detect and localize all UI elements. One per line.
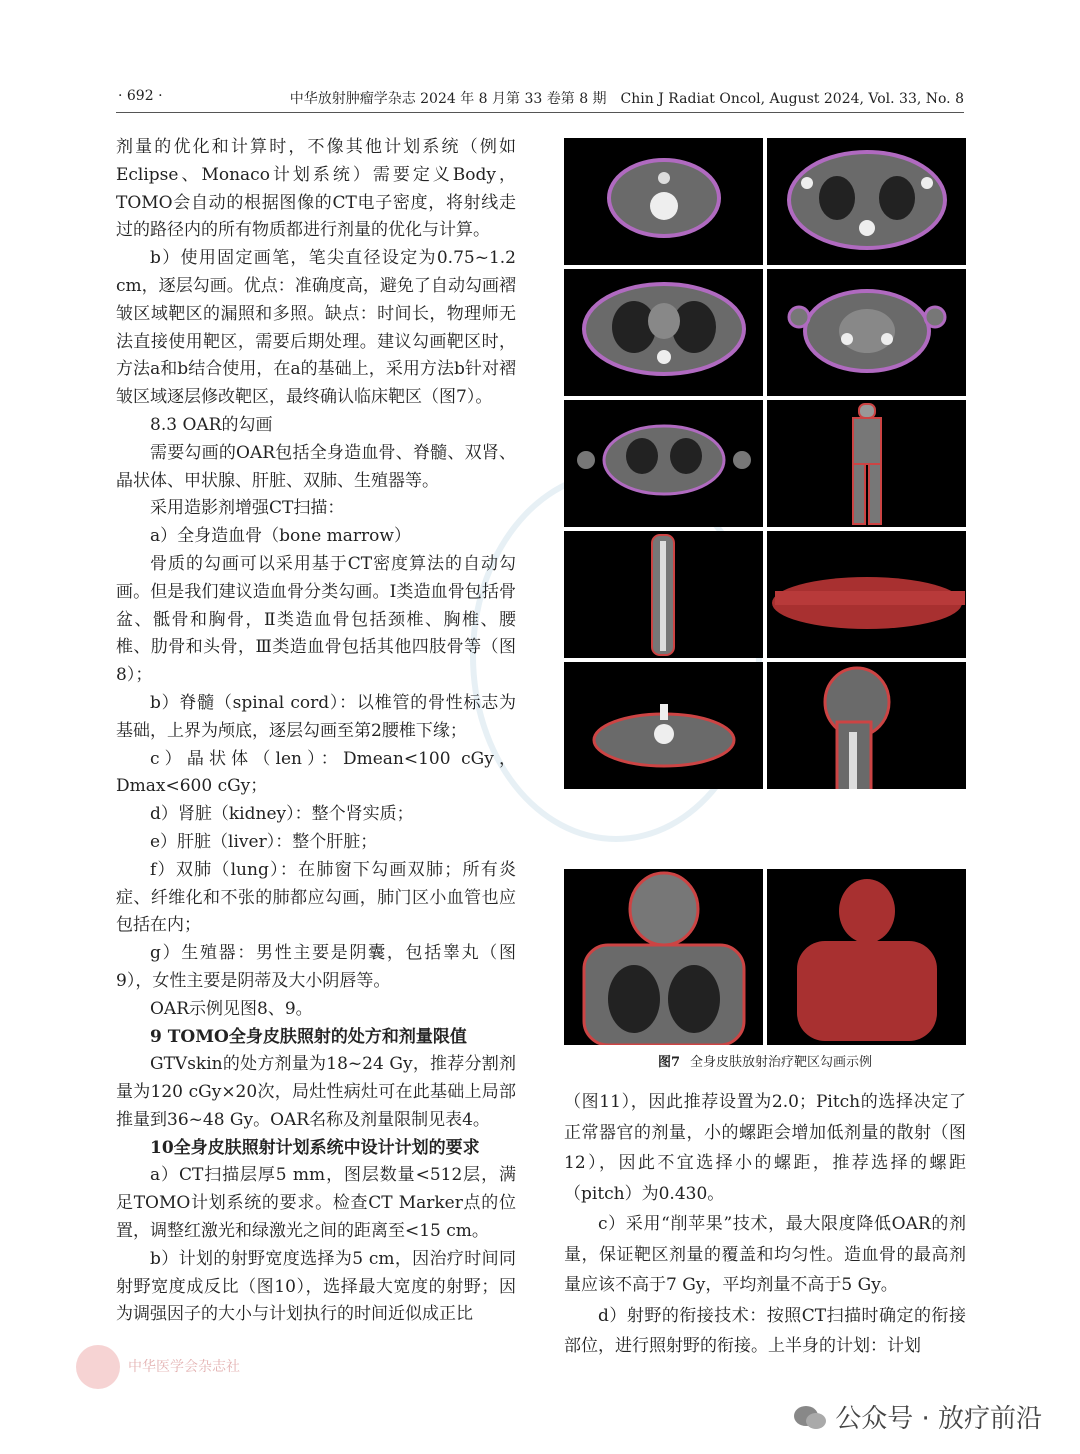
- ct-axial-abdomen-image: [767, 269, 966, 396]
- left-column: [116, 134, 516, 1329]
- wechat-icon: [793, 1405, 827, 1431]
- figure-label: 图7: [657, 1055, 681, 1070]
- section-heading: 10全身皮肤照射计划系统中设计计划的要求: [150, 1137, 480, 1158]
- figure-caption-text: 全身皮肤放射治疗靶区勾画示例: [690, 1055, 873, 1070]
- publisher-logo-icon: [76, 1345, 120, 1389]
- paragraph: c）晶状体（len）：Dmean<100 cGy，Dmax<600 cGy；: [116, 748, 516, 797]
- ct-axial-body-image: [564, 400, 763, 527]
- sagittal-head-image: [767, 662, 966, 789]
- paragraph: 需要勾画的OAR包括全身造血骨、脊髓、双肾、晶状体、甲状腺、肝脏、双肺、生殖器等。: [116, 442, 516, 491]
- coronal-upper-body-image: [564, 869, 763, 1045]
- figure-7: [564, 138, 966, 1045]
- paragraph: 剂量的优化和计算时，不像其他计划系统（例如Eclipse、Monaco计划系统）需要定义Body，TOMO会自动的根据图像的CT电子密度，将射线走过的路径内的所有物质都进行剂量的优化与计算。: [116, 137, 516, 241]
- wechat-account-name: 公众号 · 放疗前沿: [835, 1404, 1042, 1434]
- publisher-name: 中华医学会杂志社: [128, 1359, 240, 1375]
- wechat-account: [793, 1398, 1042, 1435]
- paragraph: e）肝脏（liver）：整个肝脏；: [150, 831, 378, 852]
- page-number: · 692 ·: [118, 88, 163, 104]
- 3d-body-render-image: [767, 531, 966, 658]
- section-heading: 8.3 OAR的勾画: [150, 414, 273, 435]
- paragraph: OAR示例见图8、9。: [150, 998, 313, 1019]
- ct-axial-chest-image: [564, 269, 763, 396]
- figure-caption: [564, 1051, 966, 1070]
- page-header: [0, 84, 1080, 110]
- paragraph: （图11），因此推荐设置为2.0；Pitch的选择决定了正常器官的剂量，小的螺距会增加低剂量的散射（图12），因此不宜选择小的螺距，推荐选择的螺距（pitch）为0.430。: [564, 1092, 966, 1204]
- paragraph: a）CT扫描层厚5 mm，图层数量<512层，满足TOMO计划系统的要求。检查CT Marker点的位置，调整红激光和绿激光之间的距离至<15 cm。: [116, 1165, 516, 1242]
- sagittal-leg-image: [564, 531, 763, 658]
- section-heading: 9 TOMO全身皮肤照射的处方和剂量限值: [150, 1026, 467, 1047]
- header-rule: [116, 112, 964, 113]
- paragraph: d）射野的衔接技术：按照CT扫描时确定的衔接部位，进行照射野的衔接。上半身的计划：计划: [564, 1305, 966, 1356]
- ct-axial-chest-upper-image: [767, 138, 966, 265]
- right-column: [564, 1087, 966, 1362]
- paragraph: b）脊髓（spinal cord）：以椎管的骨性标志为基础，上界为颅底，逐层勾画至第2腰椎下缘；: [116, 692, 516, 741]
- paragraph: c）采用“削苹果”技术，最大限度降低OAR的剂量，保证靶区剂量的覆盖和均匀性。造血骨的最高剂量应该不高于7 Gy，平均剂量不高于5 Gy。: [564, 1214, 966, 1295]
- paragraph: f）双肺（lung）：在肺窗下勾画双肺；所有炎症、纤维化和不张的肺都应勾画，肺门区小血管也应包括在内；: [116, 859, 516, 936]
- paragraph: a）全身造血骨（bone marrow）: [150, 526, 411, 547]
- coronal-whole-body-image: [767, 400, 966, 527]
- paragraph: GTVskin的处方剂量为18~24 Gy，推荐分割剂量为120 cGy×20次，局灶性病灶可在此基础上局部推量到36~48 Gy。OAR名称及剂量限制见表4。: [116, 1054, 516, 1130]
- paragraph: 骨质的勾画可以采用基于CT密度算法的自动勾画。但是我们建议造血骨分类勾画。Ⅰ类造血骨包括骨盆、骶骨和胸骨，Ⅱ类造血骨包括颈椎、胸椎、腰椎、肋骨和头骨，Ⅲ类造血骨包括其他四肢骨等（图8）；: [116, 553, 516, 686]
- paragraph: b）计划的射野宽度选择为5 cm，因治疗时间同射野宽度成反比（图10），选择最大宽度的射野；因为调强因子的大小与计划执行的时间近似成正比: [116, 1248, 516, 1325]
- paragraph: g）生殖器：男性主要是阴囊，包括睾丸（图9），女性主要是阴蒂及大小阴唇等。: [116, 943, 516, 991]
- paragraph: 采用造影剂增强CT扫描：: [150, 498, 345, 519]
- journal-citation: 中华放射肿瘤学杂志 2024 年 8 月第 33 卷第 8 期 Chin J Radiat Oncol, August 2024, Vol. 33, No. 8: [289, 91, 964, 107]
- ct-axial-neck-image: [564, 138, 763, 265]
- paragraph: b）使用固定画笔，笔尖直径设定为0.75~1.2 cm，逐层勾画。优点：准确度高，避免了自动勾画褶皱区域靶区的漏照和多照。缺点：时间长，物理师无法直接使用靶区，需要后期处理。建议勾画靶区时，方法a和b结合使用，在a的基础上，采用方法b针对褶皱区域逐层修改靶区，最终确认临床靶区（图7）。: [116, 248, 516, 408]
- paragraph: d）肾脏（kidney）：整个肾实质；: [150, 804, 414, 825]
- ct-axial-neck-lower-image: [564, 662, 763, 789]
- 3d-upper-body-render-image: [767, 869, 966, 1045]
